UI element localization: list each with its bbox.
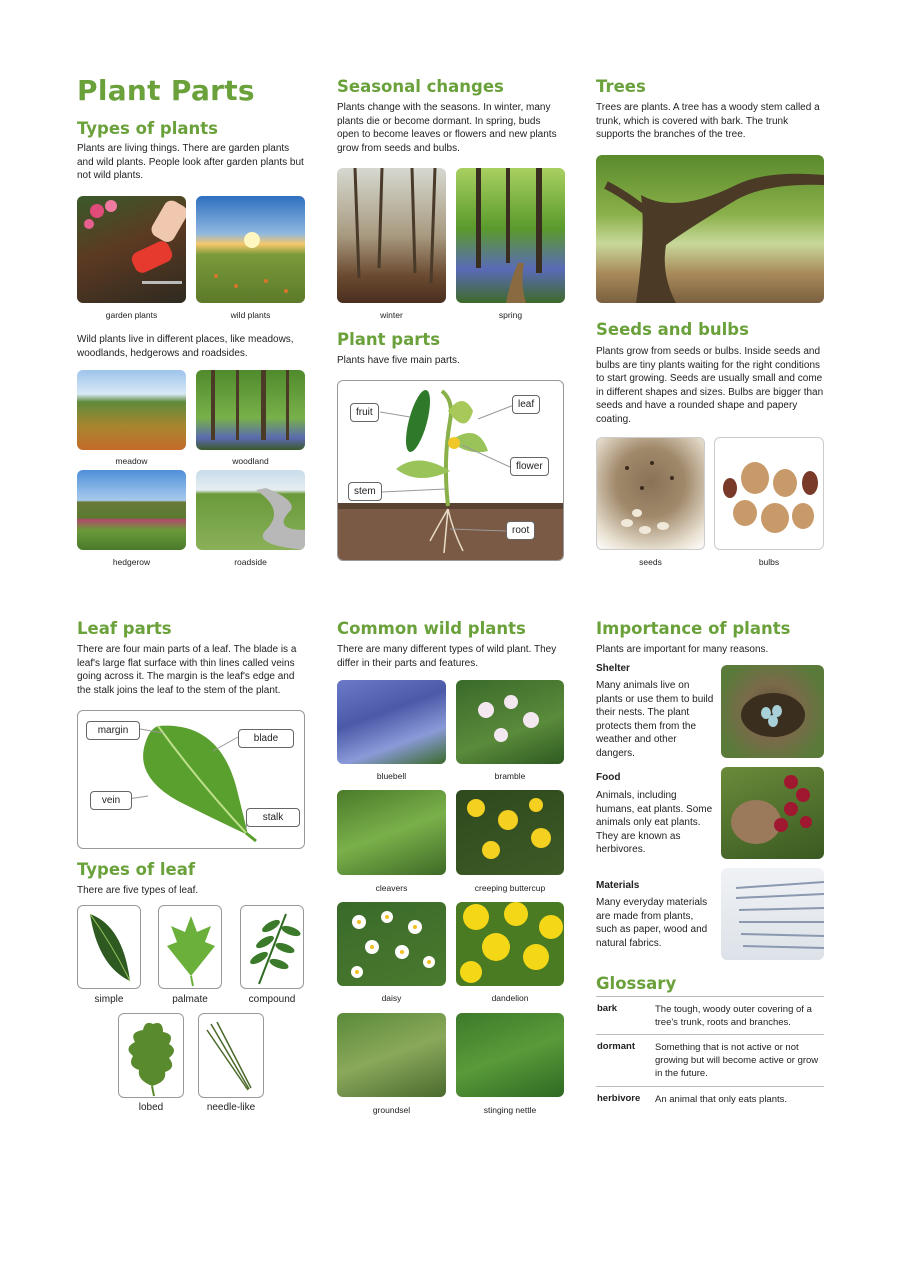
- glossary-def-bark: The tough, woody outer covering of a tree's trunk, roots and branches.: [655, 1004, 812, 1028]
- cleavers-caption: cleavers: [375, 883, 408, 893]
- stinging-nettle-caption: stinging nettle: [483, 1105, 537, 1115]
- wild-plants-photo: [196, 196, 305, 303]
- simple-leaf-image: [77, 905, 141, 989]
- mouse-photo: [721, 767, 824, 859]
- glossary-divider: [596, 996, 824, 997]
- needle-like-leaf-image: [198, 1013, 264, 1098]
- label-flower: flower: [510, 457, 549, 476]
- glossary-def-dormant: Something that is not active or not growing but will become active or grow in the future.: [655, 1042, 819, 1079]
- glossary-heading: Glossary: [596, 974, 677, 993]
- label-fruit: fruit: [350, 403, 379, 422]
- types-of-leaf-text: There are five types of leaf.: [77, 885, 199, 896]
- page-title: Plant Parts: [77, 74, 255, 107]
- lobed-leaf-image: [118, 1013, 184, 1098]
- label-vein: vein: [90, 791, 132, 810]
- trees-text: Trees are plants. A tree has a woody stem called a trunk, which is covered with bark. The trunk supports the branches of the tree.: [596, 102, 820, 141]
- label-root: root: [506, 521, 535, 540]
- label-stem: stem: [348, 482, 382, 501]
- leaf-parts-diagram: [77, 710, 305, 849]
- winter-photo: [337, 168, 446, 303]
- groundsel-caption: groundsel: [372, 1105, 411, 1115]
- wild-plants-text: There are many different types of wild plant. They differ in their parts and features.: [337, 644, 557, 669]
- types-of-plants-text: Plants are living things. There are garden plants and wild plants. People look after garden plants but not wild plants.: [77, 143, 304, 182]
- bramble-photo: [456, 680, 564, 764]
- shelter-title: Shelter: [596, 663, 630, 674]
- creeping-buttercup-caption: creeping buttercup: [474, 883, 546, 893]
- spring-caption: spring: [498, 310, 523, 320]
- seeds-text: Plants grow from seeds or bulbs. Inside seeds and bulbs are tiny plants waiting for the right conditions to start growing. Seeds are usually small and come in different shapes and sizes. Bulbs are bigger than seeds and have a rounded shape and papery coating.: [596, 346, 824, 425]
- plant-parts-text: Plants have five main parts.: [337, 355, 460, 366]
- glossary-term-herbivore: herbivore: [597, 1093, 641, 1104]
- roadside-photo: [196, 470, 305, 550]
- compound-caption: compound: [248, 994, 296, 1005]
- importance-text: Plants are important for many reasons.: [596, 644, 769, 655]
- dandelion-caption: dandelion: [491, 993, 529, 1003]
- wild-places-text: Wild plants live in different places, like meadows, woodlands, hedgerows and roadsides.: [77, 334, 294, 359]
- stinging-nettle-photo: [456, 1013, 564, 1097]
- daisy-caption: daisy: [381, 993, 402, 1003]
- cleavers-photo: [337, 790, 446, 875]
- importance-heading: Importance of plants: [596, 619, 791, 638]
- paper-photo: [721, 868, 824, 960]
- shelter-text: Many animals live on plants or use them to build their nests. The plant protects them from the weather and other dangers.: [596, 680, 714, 759]
- bluebell-caption: bluebell: [376, 771, 407, 781]
- daisy-photo: [337, 902, 446, 986]
- lobed-caption: lobed: [138, 1102, 164, 1113]
- types-of-leaf-heading: Types of leaf: [77, 860, 196, 879]
- roadside-caption: roadside: [234, 557, 267, 567]
- compound-leaf-image: [240, 905, 304, 989]
- palmate-caption: palmate: [172, 994, 208, 1005]
- seasonal-heading: Seasonal changes: [337, 77, 504, 96]
- simple-caption: simple: [94, 994, 124, 1005]
- creeping-buttercup-photo: [456, 790, 564, 875]
- wild-plants-heading: Common wild plants: [337, 619, 526, 638]
- seeds-heading: Seeds and bulbs: [596, 320, 749, 339]
- spring-photo: [456, 168, 565, 303]
- dandelion-photo: [456, 902, 564, 986]
- food-title: Food: [596, 772, 621, 783]
- seeds-caption: seeds: [639, 557, 662, 567]
- nest-photo: [721, 665, 824, 758]
- glossary-def-herbivore: An animal that only eats plants.: [655, 1094, 788, 1105]
- woodland-caption: woodland: [232, 456, 269, 466]
- glossary-term-dormant: dormant: [597, 1041, 635, 1052]
- needle-like-caption: needle-like: [206, 1102, 256, 1113]
- seeds-photo: [596, 437, 705, 550]
- bulbs-caption: bulbs: [758, 557, 780, 567]
- trees-heading: Trees: [596, 77, 646, 96]
- materials-title: Materials: [596, 880, 640, 891]
- label-blade: blade: [238, 729, 294, 748]
- wild-plants-caption: wild plants: [230, 310, 271, 320]
- bramble-caption: bramble: [494, 771, 526, 781]
- glossary-divider: [596, 1034, 824, 1035]
- materials-text: Many everyday materials are made from plants, such as paper, wood and natural fabrics.: [596, 897, 708, 949]
- garden-plants-photo: [77, 196, 186, 303]
- glossary-term-bark: bark: [597, 1003, 618, 1014]
- hedgerow-caption: hedgerow: [112, 557, 151, 567]
- palmate-leaf-image: [158, 905, 222, 989]
- leaf-parts-text: There are four main parts of a leaf. The blade is a leaf's large flat surface with thin lines called veins going across it. The margin is the leaf's edge and the stalk joins the leaf to the stem of the plant.: [77, 644, 297, 696]
- meadow-photo: [77, 370, 186, 450]
- plant-parts-diagram: [337, 380, 564, 561]
- bluebell-photo: [337, 680, 446, 764]
- meadow-caption: meadow: [115, 456, 148, 466]
- label-margin: margin: [86, 721, 140, 740]
- bulbs-photo: [714, 437, 824, 550]
- tree-photo: [596, 155, 824, 303]
- groundsel-photo: [337, 1013, 446, 1097]
- types-of-plants-heading: Types of plants: [77, 119, 218, 138]
- leaf-parts-heading: Leaf parts: [77, 619, 172, 638]
- plant-parts-heading: Plant parts: [337, 330, 441, 349]
- label-leaf: leaf: [512, 395, 540, 414]
- food-text: Animals, including humans, eat plants. Some animals only eat plants. They are known as herbivores.: [596, 790, 713, 856]
- winter-caption: winter: [380, 310, 403, 320]
- hedgerow-photo: [77, 470, 186, 550]
- garden-plants-caption: garden plants: [105, 310, 158, 320]
- woodland-photo: [196, 370, 305, 450]
- glossary-divider: [596, 1086, 824, 1087]
- seasonal-text: Plants change with the seasons. In winter, many plants die or become dormant. In spring, buds open to become leaves or flowers and new plants grow from seeds and bulbs.: [337, 102, 557, 154]
- label-stalk: stalk: [246, 808, 300, 827]
